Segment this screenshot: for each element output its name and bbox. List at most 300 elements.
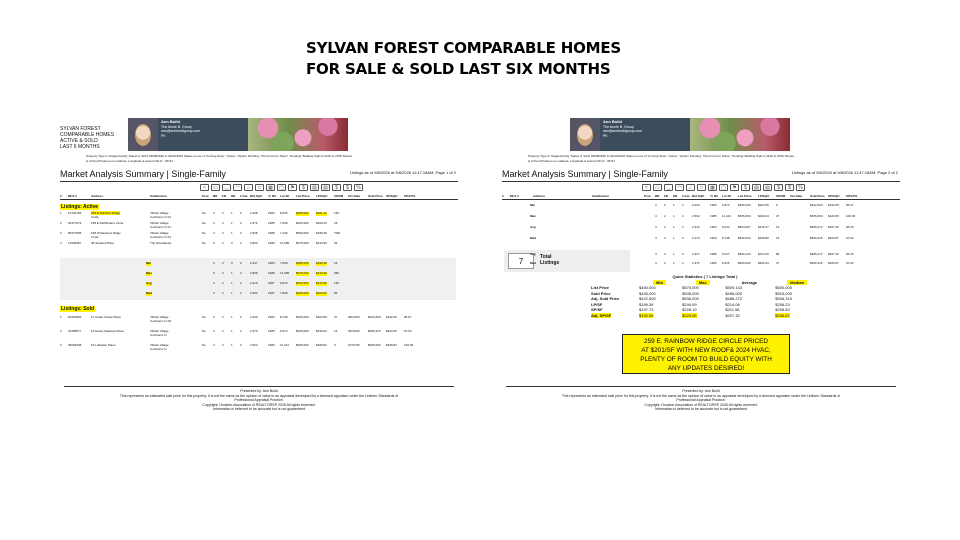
bed-icon: ▭ [211,184,220,191]
section-sold-label: Listings: Sold [61,306,95,312]
cell-sqft: 2,562 [692,214,700,218]
quick-stat-cell: $575,000 [682,285,699,290]
cell-lpsf: $214.06 [758,252,769,256]
column-header: HB [673,194,678,198]
cell-sqft: 2,270 [692,236,700,240]
cell-yr: 1987 [268,291,275,295]
cell-lot: 9,016 [280,281,288,285]
divider [60,199,458,200]
column-icons [642,184,805,192]
report-title-main: Market Analysis Summary [60,169,165,179]
cell-subdivision: Villnds Village Cochrans Cr 06 [150,315,172,323]
agent-group: The Annie B. Group [603,124,634,129]
cell-num: 4 [60,241,62,245]
quick-stat-cell: $206.23 [775,301,790,307]
cell-lpsf: $244.99 [316,271,327,275]
report-page-1 [58,114,460,422]
slide-title [306,38,621,80]
table-row [58,232,458,238]
cell-yr: 1984 [710,225,717,229]
dollar-icon: $ [332,184,341,191]
cell-spsf: $208.82 [386,343,397,347]
footer-note: Information is believed to be accurate but is not guaranteed [654,407,748,411]
calendar-icon: ▤ [310,184,319,191]
quick-stat-cell: $496,000 [725,290,742,296]
cell-gar: 2 [682,214,684,218]
cell-sqft: 2,893 [250,241,258,245]
cell-mls: 35009348 [68,343,82,347]
cell-gar: 2 [240,241,242,245]
quick-stat-cell: $223.05 [682,312,697,318]
stat-label: Min [530,203,536,207]
cell-num: 1 [60,211,62,215]
cell-cdom: 360 [334,271,340,275]
cell-br: 3 [213,315,215,319]
quick-stat-cell: $192.05 [639,312,654,318]
cell-yr: 1983 [710,203,717,207]
cell-hb: 1 [231,221,233,225]
agent-extra: PK [161,133,166,138]
search-criteria-line1: Property Type is 'Single-Family' Status is 'Sold' 09/08/2026 to 03/12/2026 Status is one of 'Coming Soon', 'Active', 'Option Pending', 'Pend Cont to Show', 'Pending' Building SqFt is 2100 to 2700 Stories [528,154,794,158]
report-tag [60,126,114,150]
cell-hb: 1 [231,231,233,235]
cell-lp: $485,000 [296,211,309,215]
cell-subdivision: Villnds Village Cochrans Cr 01 [150,211,172,219]
cell-pool: No [202,221,206,225]
stat-label: Avg [530,225,536,229]
cell-lpsf: $244.99 [316,241,327,245]
quick-stat-header: Median [774,280,820,285]
cell-yr: 1989 [268,271,275,275]
report-tag-line: SYLVAN FOREST [60,126,101,132]
column-header: Clo Date [348,194,361,198]
cell-splp: 95.67 [404,315,412,319]
cell-sp: $506,315 [368,329,381,333]
cell-clo: 05/15/26 [348,329,360,333]
cell-lpsf: $206.23 [316,221,327,225]
cell-yr: 1984 [710,236,717,240]
cell-spsf: $207.32 [828,225,839,229]
cell-splp: 95.67 [846,203,854,207]
bath-icon: ◡ [222,184,231,191]
cell-cdom: 93 [334,241,338,245]
report-footer [58,386,460,412]
column-header: Lot SF [280,194,290,198]
cell-sp: $422,500 [810,203,823,207]
cell-cdom: 37 [334,315,338,319]
report-title-sub: Single-Family [171,169,226,179]
cell-lpsf: $204.55 [316,315,327,319]
dollar-icon: $ [774,184,783,191]
column-header: FB [664,194,668,198]
footer-copyright: Copyright: Houston Association of REALTORS® 2026 All rights reserved. [202,402,316,407]
stat-row [58,282,458,288]
sqft-icon: □ [255,184,264,191]
cell-gar: 2 [682,252,684,256]
cell-lpsf: $208.82 [316,343,327,347]
cell-spsf: $207.32 [828,252,839,256]
cell-pool: No [202,231,206,235]
quick-stat-cell: $206.87 [775,312,790,318]
column-header: Pool [202,194,209,198]
agent-header-banner [570,118,790,151]
quick-stat-cell: $197.73 [639,307,654,312]
cell-lot: 7,838 [280,291,288,295]
agent-header-banner [128,118,348,151]
cell-subdivision: Villnds Village Cochrans Cr 01 [150,231,172,239]
cell-gar: 2 [682,261,684,265]
year-icon: ▦ [708,184,717,191]
cell-cdom: 37 [776,261,780,265]
cell-br: 4 [213,291,215,295]
cell-address: 16 Lullwater Place [91,343,116,347]
quick-stat-cell: $228.19 [682,307,697,312]
cell-yr: 1985 [710,261,717,265]
total-label-line: Total [540,254,552,260]
cell-lpsf: $233.04 [316,329,327,333]
stat-label: Max [146,271,152,275]
cell-gar: 2 [240,231,242,235]
stat-row [500,253,900,259]
cell-lpsf: $206.23 [758,261,769,265]
lot-icon: ▢ [719,184,728,191]
quick-stat-cell: $422,500 [639,296,656,301]
cell-lp: $450,000 [738,203,751,207]
cell-lp: $460,000 [296,221,309,225]
search-criteria-line2: is 2 Pool Private is no Latitude, Longitude is around 30.17, -95.51 [528,159,615,163]
cell-lot: 13,386 [280,271,290,275]
agent-info [158,118,248,151]
cell-hb: 1 [673,214,675,218]
table-row [58,344,458,350]
cell-sp: $506,315 [810,261,823,265]
cell-yr: 1984 [268,211,275,215]
cell-hb: 1 [231,271,233,275]
footer-disclaimer: This represents an estimated sale price for this property. It is not the same as the opinion of value in an appraisal developed by a licensed appraiser under the Uniform Standards of [561,393,841,398]
cell-br: 4 [213,211,215,215]
stat-row [500,262,900,268]
cell-br: 4 [213,281,215,285]
cell-pool: No [202,211,206,215]
column-header: CDOM [776,194,786,198]
cell-fb: 2 [222,231,224,235]
column-header: # [60,194,62,198]
garage-icon: ⌂ [686,184,695,191]
agent-email: ann@annbuildgroup.com [161,129,201,133]
cell-cdom: 0 [776,203,778,207]
callout-line: ANY UPDATES DESIRED! [667,365,745,372]
cell-fb: 2 [222,291,224,295]
stat-label: Med [530,236,536,240]
cell-cdom: 85 [776,252,780,256]
cell-lp: $535,000 [738,214,751,218]
column-header: List Price [296,194,310,198]
cell-pool: No [202,315,206,319]
cell-lp: $495,000 [296,291,309,295]
cell-subdivision: Villnds Village Cochrans Cr [150,329,169,337]
cell-clo: 08/12/26 [348,315,360,319]
quick-stat-cell: $509,143 [725,285,742,290]
cell-cdom: 135 [334,281,340,285]
bed-icon: ▭ [653,184,662,191]
calendar-icon: ▤ [752,184,761,191]
cell-hb: 0 [231,261,233,265]
cell-address: 158 E Pathfinders Circle [91,221,124,225]
agent-name: Ann Build [603,119,622,124]
cell-lpsf: $201.41 [316,211,327,215]
cell-cdom: *360 [334,231,341,235]
cell-lp: $450,000 [296,315,309,319]
calendar-icon: ▤ [763,184,772,191]
cell-br: 4 [655,225,657,229]
agent-extra: PK [603,133,608,138]
cell-lp: $500,000 [296,231,309,235]
stat-row [500,237,900,243]
cell-br: 3 [655,203,657,207]
percent-icon: % [354,184,363,191]
cell-spsf: $206.87 [828,236,839,240]
cell-yr: 1985 [268,329,275,333]
dollar-icon: $ [343,184,352,191]
cell-lpsf: $199.36 [316,231,327,235]
divider [60,181,458,182]
percent-icon: % [796,184,805,191]
cell-br: 4 [213,221,215,225]
cell-gar: 2 [240,281,242,285]
cell-cdom: 0 [334,343,336,347]
stat-label: Max [530,214,536,218]
column-header: # Gar [682,194,690,198]
cell-lpsf: $213.09 [316,281,327,285]
cell-sp: $486,272 [810,225,823,229]
column-header: Yr Blt [710,194,719,198]
cell-gar: 2 [240,343,242,347]
cell-gar: 2 [240,315,242,319]
quick-stat-cell: $211.58 [725,307,740,312]
garage-icon: ⌂ [244,184,253,191]
cell-br: 5 [213,271,215,275]
cell-yr: 1987 [268,281,275,285]
cell-br: 4 [655,214,657,218]
report-footer [500,386,902,412]
cell-lp: $575,000 [296,271,309,275]
stat-label: Avg [146,281,152,285]
cell-fb: 2 [664,214,666,218]
cell-lot: 9,042 [722,225,730,229]
cell-sqft: 2,347 [250,261,258,265]
cell-lot: 13,386 [280,241,290,245]
dollar-icon: $ [785,184,794,191]
column-icons [200,184,363,192]
cell-sp: $422,500 [368,315,381,319]
cell-num: 3 [60,231,62,235]
cell-gar: 2 [240,221,242,225]
cell-yr: 1989 [268,241,275,245]
cell-br: 4 [655,261,657,265]
cell-lot: 6,974 [722,203,730,207]
cell-gar: 2 [682,236,684,240]
pool-icon: ≈ [200,184,209,191]
callout-line: PLENTY OF ROOM TO BUILD EQUITY WITH [640,356,772,363]
half-bath-icon: ◠ [233,184,242,191]
report-tag-line: COMPARABLE HOMES [60,132,115,138]
cell-mls: 11500087 [68,241,82,245]
cell-mls: 34458677 [68,329,82,333]
column-header: SP/LP% [404,194,416,198]
cell-splp: 100.00 [404,343,414,347]
quick-stat-cell: Adj. Sold Price [591,296,620,301]
cell-fb: 2 [664,261,666,265]
column-header: # [502,194,504,198]
cell-num: 3 [60,343,62,347]
cell-gar: 2 [240,211,242,215]
cell-subdivision: Villnds Village Cochrans Cr [150,343,169,351]
cell-gar: 2 [682,203,684,207]
column-header: Yr Blt [268,194,277,198]
cell-sqft: 2,200 [692,203,700,207]
footer-presented-by: Presented by: Ann Build [682,389,720,393]
stat-label: Med [146,291,152,295]
cell-yr: 1988 [268,231,275,235]
slide-title-line2: FOR SALE & SOLD LAST SIX MONTHS [306,60,611,78]
cell-lpsf: $204.55 [758,203,769,207]
stat-label: Min [146,261,152,265]
column-header: Subdivision [150,194,168,198]
cell-lpsf: $199.36 [316,261,327,265]
cell-spsf: $223.05 [386,329,397,333]
stat-row [58,262,458,268]
cell-gar: 2 [240,261,242,265]
cell-lot: 7,009 [280,221,288,225]
cell-fb: 2 [222,211,224,215]
cell-address: 168 W Rainbow Ridge Circle [91,231,121,239]
cell-sp: $535,000 [810,214,823,218]
quick-statistics [590,274,820,318]
footer-note: Information is believed to be accurate but is not guaranteed [212,407,306,411]
cell-fb: 2 [222,329,224,333]
cell-address: 259 E Rainbow Ridge Circle [91,211,121,219]
stat-row [500,204,900,210]
table-row [58,222,458,228]
cell-mls: 92377672 [68,221,82,225]
quick-statistics-title: Quick Statistics ( 7 Listings Total ) [672,274,738,279]
cell-mls: 60418062 [68,315,82,319]
quick-statistics-table [590,280,820,318]
cell-subdivision: Villnds Village Cochrans Cr 01 [150,221,172,229]
cell-lot: 6,974 [280,329,288,333]
total-listings-count: 7 [508,253,534,269]
cell-fb: 2 [222,241,224,245]
cell-lp: $500,000 [738,261,751,265]
cell-fb: 2 [664,236,666,240]
bath-icon: ◡ [664,184,673,191]
cell-lot: 8,225 [280,211,288,215]
cell-mls: 80377665 [68,231,82,235]
quick-stat-cell: Sold Price [591,290,611,296]
cell-lp: $504,667 [738,225,751,229]
quick-stat-cell: $450,000 [639,285,656,290]
cell-lot: 11,413 [280,343,289,347]
agent-photo [128,118,158,151]
cell-sp: $506,315 [810,236,823,240]
cell-pool: No [202,329,206,333]
cell-br: 4 [213,231,215,235]
cell-hb: 1 [673,252,675,256]
cell-gar: 2 [240,329,242,333]
quick-stat-cell: $536,000 [682,296,699,301]
cell-hb: 1 [673,203,675,207]
cell-lot: 9,027 [722,252,730,256]
column-header: List Price [738,194,752,198]
report-title-main: Market Analysis Summary [502,169,607,179]
cell-br: 4 [655,236,657,240]
cell-lot: 8,738 [280,315,288,319]
pool-icon: ≈ [642,184,651,191]
list-flag-icon: ⚑ [730,184,739,191]
quick-stat-cell: List Price [591,285,610,290]
column-header: Pool [644,194,651,198]
cell-cdom: 150 [334,211,340,215]
stat-label: Med [530,261,536,265]
cell-sqft: 2,344 [692,225,700,229]
report-meta: Listings as of 9/8/2026 at 9/8/2026 11:47:18AM, Page 2 of 2 [791,170,898,175]
quick-stat-cell: $486,272 [725,296,742,301]
price-callout-note [622,334,790,374]
column-header: Subdivision [592,194,610,198]
cell-hb: 1 [231,211,233,215]
cell-sqft: 2,270 [250,329,258,333]
cell-fb: 2 [664,252,666,256]
cell-lpsf: $233.04 [758,214,769,218]
cell-lot: 8,225 [722,261,730,265]
cell-pool: No [202,241,206,245]
column-header: Address [91,194,104,198]
cell-hb: 1 [231,329,233,333]
cell-hb: 0 [231,241,233,245]
quick-stat-cell: Adj. SP/SF [591,312,612,318]
cell-yr: 1983 [268,343,275,347]
cell-lp: $485,000 [296,261,309,265]
report-title-sub: Single-Family [613,169,668,179]
cell-fb: 2 [222,315,224,319]
agent-photo [570,118,600,151]
quick-stat-cell: $207.32 [725,312,740,318]
flower-banner-image [690,118,790,151]
cell-cdom: 19 [776,225,780,229]
cell-hb: 1 [231,291,233,295]
cell-yr: 1985 [710,214,717,218]
quick-stat-cell: $515,000 [775,290,792,296]
cell-mls: 16734166 [68,211,82,215]
agent-group: The Annie B. Group [161,124,192,129]
quick-stat-cell: LP/SF [591,301,603,307]
cell-br: 5 [213,241,215,245]
cell-fb: 2 [222,281,224,285]
footer-copyright: Copyright: Houston Association of REALTORS® 2026 All rights reserved. [644,402,758,407]
footer-disclaimer: This represents an estimated sale price for this property. It is not the same as the opinion of value in an appraisal developed by a licensed appraiser under the Uniform Standards of [119,393,399,398]
cell-sqft: 2,392 [250,291,258,295]
price-icon: $ [299,184,308,191]
column-header: LP/SqFt [316,194,328,198]
column-header: # Gar [240,194,248,198]
cell-address: 11 Cedar Chase Place [91,315,121,319]
footer-disclaimer-2: Professional Appraisal Practice. [234,398,284,402]
cell-sp: $486,272 [810,252,823,256]
cell-yr: 1986 [710,252,717,256]
cell-lot: 8,738 [722,236,730,240]
stat-row [500,215,900,221]
section-active-label: Listings: Active [61,204,99,210]
